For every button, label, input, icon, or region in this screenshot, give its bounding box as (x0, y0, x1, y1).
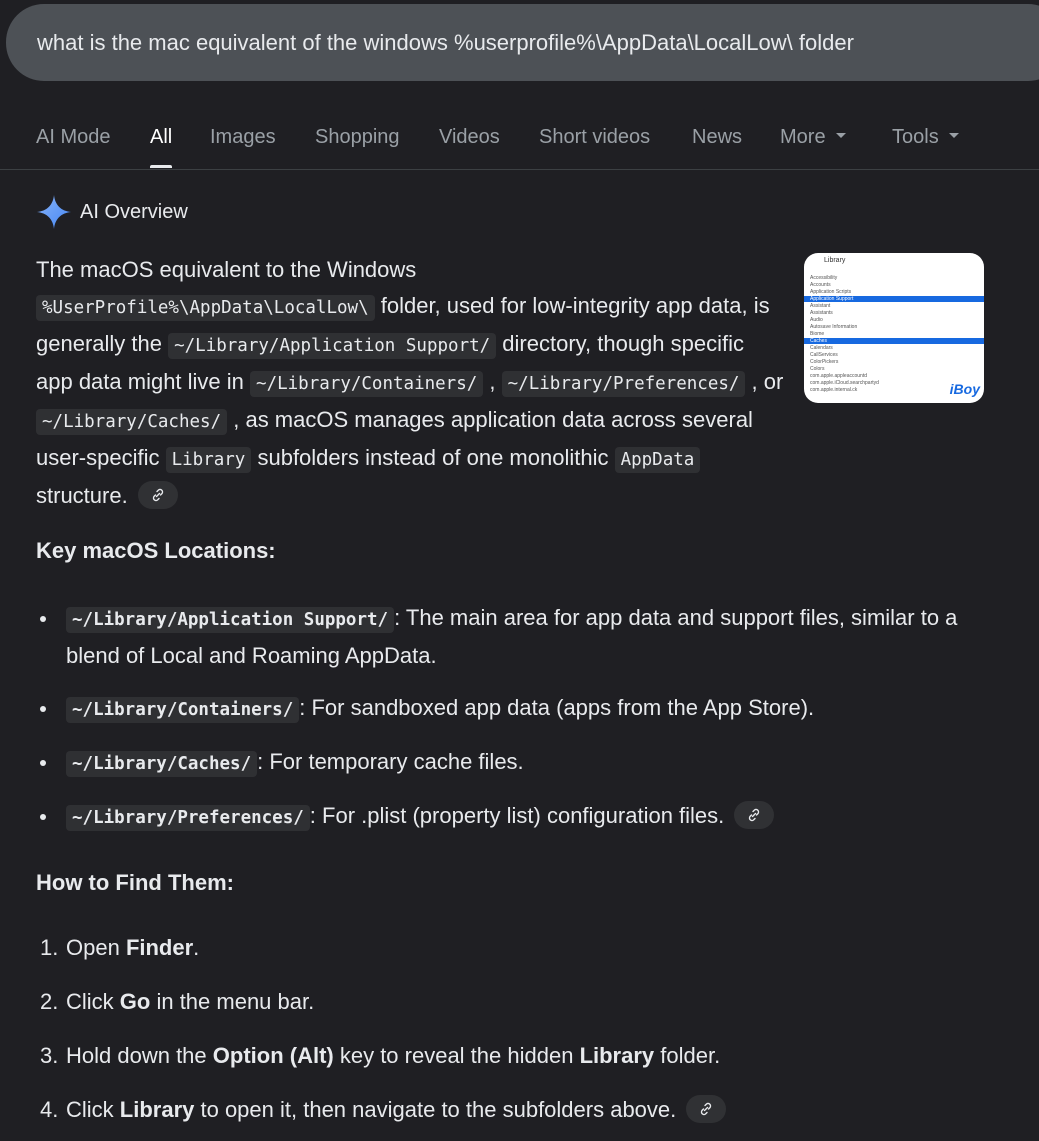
text: key to reveal the hidden (333, 1043, 580, 1068)
list-item-text: : The main area for app data and support files, similar to a blend of Local and Roaming AppData. (66, 605, 958, 668)
inline-code: ~/Library/Caches/ (36, 409, 227, 435)
thumbnail-row-label: Assistants (810, 310, 833, 316)
thumbnail-row-label: CallServices (810, 352, 838, 358)
thumbnail-row-label: Accounts (810, 282, 831, 288)
inline-code: ~/Library/Preferences/ (66, 805, 310, 831)
ai-overview-header (36, 192, 188, 232)
text: , (483, 369, 502, 394)
text: . (193, 935, 200, 960)
ai-overview-body (36, 252, 996, 514)
list-item-text: : For temporary cache files. (257, 749, 524, 774)
text: structure. (36, 483, 128, 508)
text: subfolders instead of one monolithic (251, 445, 615, 470)
search-query[interactable]: what is the mac equivalent of the windows %userprofile%\AppData\LocalLow\ folder (37, 29, 854, 55)
inline-code: ~/Library/Containers/ (66, 697, 299, 723)
step-number: 3. (40, 1043, 59, 1068)
bullet (40, 616, 46, 622)
source-link-button[interactable] (138, 481, 178, 509)
step-item (36, 984, 996, 1020)
text: The macOS equivalent to the Windows (36, 257, 417, 282)
tab-tools-label: Tools (892, 126, 939, 148)
text: , or (745, 369, 784, 394)
tab-videos[interactable]: Videos (439, 126, 500, 148)
inline-code: %UserProfile%\AppData\LocalLow\ (36, 295, 375, 321)
bold-text: Library (119, 1097, 195, 1122)
source-link-button[interactable] (734, 801, 774, 829)
source-link-button[interactable] (686, 1095, 726, 1123)
thumbnail-row-label: com.apple.internal.ck (810, 387, 858, 393)
text: in the menu bar. (150, 989, 315, 1014)
inline-code: Library (166, 447, 252, 473)
bold-text: Finder (125, 935, 194, 960)
thumbnail-row-label: Caches (810, 338, 827, 344)
thumbnail-row-label: ColorPickers (810, 359, 839, 365)
list-item (36, 690, 996, 728)
link-icon (747, 808, 761, 822)
search-area (0, 0, 1039, 100)
tab-news[interactable]: News (692, 126, 743, 148)
thumbnail-title: Library (824, 257, 846, 264)
step-item (36, 1038, 996, 1074)
thumbnail-row-label: Application Scripts (810, 289, 852, 295)
key-locations-heading: Key macOS Locations: (36, 538, 276, 563)
search-tabs (0, 108, 1039, 170)
text: folder, used for low-integrity app data, is generally the (36, 293, 770, 356)
thumbnail-row-label: Biome (810, 331, 825, 337)
thumbnail-row-label: com.apple.iCloud.searchpartyd (810, 380, 879, 386)
link-icon (699, 1102, 713, 1116)
list-item-text: : For .plist (property list) configuration files. (309, 803, 725, 828)
overview-paragraph (36, 252, 786, 514)
thumbnail-row-label: Colors (810, 366, 825, 372)
how-to-heading: How to Find Them: (36, 870, 234, 895)
step-item (36, 930, 996, 966)
thumbnail-row-label: Accessibility (810, 275, 838, 281)
step-number: 2. (40, 989, 59, 1014)
bold-text: Option (Alt) (212, 1043, 334, 1068)
inline-code: ~/Library/Caches/ (66, 751, 257, 777)
inline-code: ~/Library/Preferences/ (502, 371, 746, 397)
thumbnail-row-label: Calendars (810, 345, 833, 351)
bullet (40, 706, 46, 712)
bold-text: Go (119, 989, 151, 1014)
bold-text: Library (579, 1043, 655, 1068)
text: directory, though specific app data might live in (36, 331, 744, 394)
inline-code: ~/Library/Containers/ (250, 371, 483, 397)
thumbnail-row-label: com.apple.appleaccountd (810, 373, 867, 379)
thumbnail-watermark-logo: iBoy (949, 381, 980, 397)
thumbnail-row-label: Assistant (810, 303, 831, 309)
tab-tools[interactable] (892, 126, 959, 168)
text: Click (66, 1097, 120, 1122)
step-number: 1. (40, 935, 59, 960)
bullet (40, 760, 46, 766)
search-input[interactable] (6, 4, 1039, 81)
step-number: 4. (40, 1097, 59, 1122)
inline-code: AppData (615, 447, 701, 473)
inline-code: ~/Library/Application Support/ (66, 607, 394, 633)
list-item (36, 600, 996, 674)
tab-images[interactable]: Images (210, 126, 276, 148)
text: Click (66, 989, 120, 1014)
text: Hold down the (66, 1043, 213, 1068)
chevron-down-icon (949, 133, 959, 138)
gemini-sparkle-icon (36, 194, 72, 230)
list-item (36, 744, 996, 782)
thumbnail-row-label: Application Support (810, 296, 854, 302)
tab-short-videos[interactable]: Short videos (539, 126, 651, 148)
link-icon (151, 488, 165, 502)
tab-all[interactable]: All (150, 126, 172, 168)
tab-ai-mode[interactable]: AI Mode (36, 126, 111, 148)
tab-more[interactable] (780, 126, 846, 168)
text: to open it, then navigate to the subfolders above. (194, 1097, 677, 1122)
text: , as macOS manages application data across several user-specific (36, 407, 753, 470)
tab-more-label: More (780, 126, 826, 148)
tab-shopping[interactable]: Shopping (315, 126, 400, 148)
step-item (36, 1092, 996, 1128)
text: folder. (654, 1043, 721, 1068)
bullet (40, 814, 46, 820)
thumbnail-row-label: Autosave Information (810, 324, 858, 330)
chevron-down-icon (836, 133, 846, 138)
text: Open (66, 935, 126, 960)
thumbnail-row-label: Audio (810, 317, 823, 323)
ai-overview-title: AI Overview (80, 200, 188, 223)
list-item (36, 798, 996, 836)
list-item-text: : For sandboxed app data (apps from the App Store). (299, 695, 815, 720)
inline-code: ~/Library/Application Support/ (168, 333, 496, 359)
